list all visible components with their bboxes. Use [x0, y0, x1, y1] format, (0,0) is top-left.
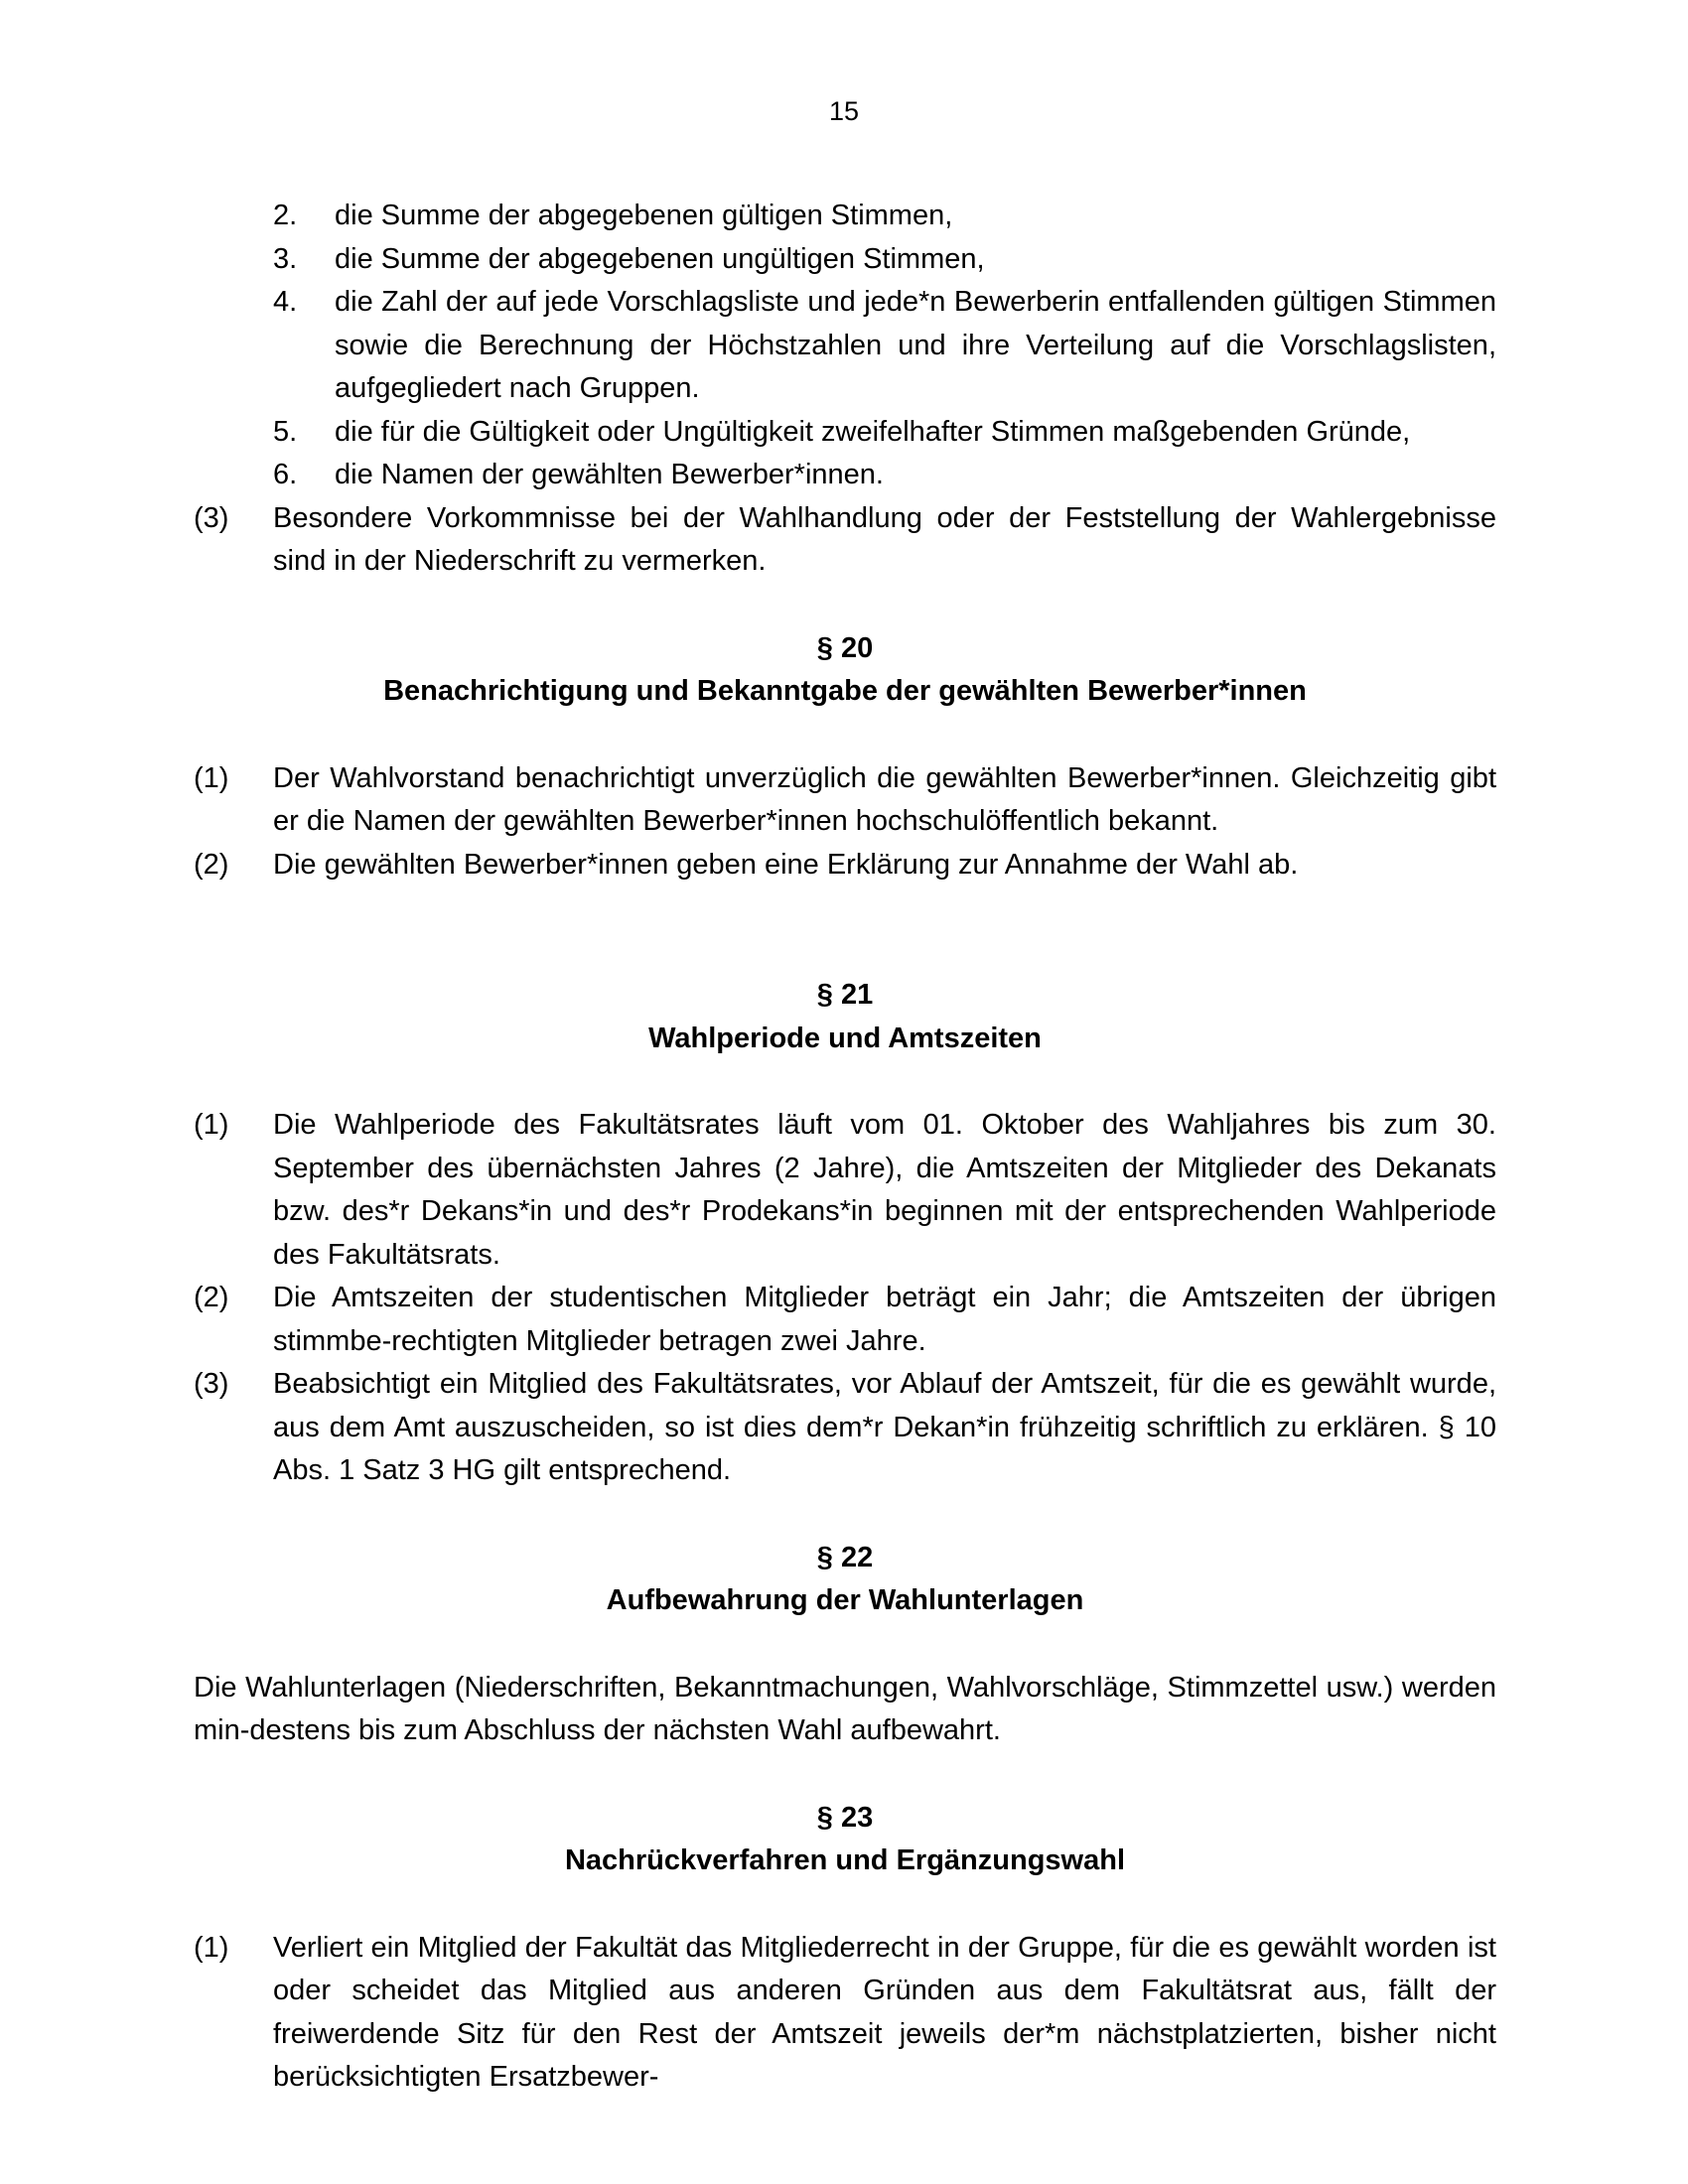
section-text: Die Wahlunterlagen (Niederschriften, Bekanntmachungen, Wahlvorschläge, Stimmzettel usw.) werden min-destens bis zum Abschluss der nächsten Wahl aufbewahrt. [194, 1671, 1496, 1746]
list-item [273, 411, 1496, 455]
list-item-number: 6. [273, 459, 298, 490]
spacer [194, 1753, 1496, 1797]
section-23 [194, 1797, 1496, 2100]
paragraph-number: (2) [194, 1282, 229, 1313]
paragraph-text: Die Amtszeiten der studentischen Mitglieder beträgt ein Jahr; die Amtszeiten der übrigen stimmbe-rechtigten Mitglieder betragen zwei Jahre. [273, 1282, 1496, 1357]
paragraph-text: Besondere Vorkommnisse bei der Wahlhandlung oder der Feststellung der Wahlergebnisse sind in der Niederschrift zu vermerken. [273, 501, 1496, 577]
paragraph-text: Die gewählten Bewerber*innen geben eine Erklärung zur Annahme der Wahl ab. [273, 848, 1299, 881]
paragraph-text: Beabsichtigt ein Mitglied des Fakultätsrates, vor Ablauf der Amtszeit, für die es gewählt wurde, aus dem Amt auszuscheiden, so ist dies dem*r Dekan*in frühzeitig schriftlich zu erklären. § 10 Abs. 1 Satz 3 HG gilt entsprechend. [273, 1368, 1496, 1486]
list-item-text: die Namen der gewählten Bewerber*innen. [335, 459, 884, 490]
paragraph-number: (1) [194, 1931, 229, 1964]
section-20 [194, 627, 1496, 887]
paragraph-number: (1) [194, 761, 229, 794]
paragraph-text: Verliert ein Mitglied der Fakultät das Mitgliederrecht in der Gruppe, für die es gewählt worden ist oder scheidet das Mitglied aus anderen Gründen aus dem Fakultätsrat aus, fällt der freiwerdende Sitz für den Rest der Amtszeit jeweils der*m nächstplatzierten, bisher nicht berücksichtigten Ersatzbewer- [273, 1931, 1496, 2093]
paragraph-text: Der Wahlvorstand benachrichtigt unverzüglich die gewählten Bewerber*innen. Gleichzeitig gibt er die Namen der gewählten Bewerber*innen hochschulöffentlich bekannt. [273, 761, 1496, 837]
paragraph-row [194, 1277, 1496, 1363]
paragraph-text: Die Wahlperiode des Fakultätsrates läuft vom 01. Oktober des Wahljahres bis zum 30. September des übernächsten Jahres (2 Jahre), die Amtszeiten der Mitglieder des Dekanats bzw. des*r Dekans*in und des*r Prodekans*in beginnen mit der entsprechenden Wahlperiode des Fakultätsrats. [273, 1109, 1496, 1271]
paragraph-number: (3) [194, 501, 229, 534]
section-title: Wahlperiode und Amtszeiten [648, 1022, 1042, 1054]
paragraph-row [194, 757, 1496, 844]
list-item-number: 4. [273, 286, 298, 318]
list-item-text: die Zahl der auf jede Vorschlagsliste und jede*n Bewerberin entfallenden gültigen Stimmen sowie die Berechnung der Höchstzahlen und ihre Verteilung auf die Vorschlagslisten, aufgegliedert nach Gruppen. [335, 286, 1496, 404]
spacer [194, 1493, 1496, 1537]
section-title: Nachrückverfahren und Ergänzungswahl [564, 1844, 1125, 1876]
list-item-number: 3. [273, 242, 298, 275]
paragraph-row [194, 1363, 1496, 1493]
spacer [194, 1883, 1496, 1927]
section-number: § 21 [816, 979, 874, 1011]
spacer [194, 714, 1496, 757]
paragraph-number: (2) [194, 848, 229, 881]
paragraph-row [194, 1927, 1496, 2100]
section-22 [194, 1537, 1496, 1753]
paragraph-number: (1) [194, 1109, 229, 1141]
section-title: Benachrichtigung und Bekanntgabe der gewählten Bewerber*innen [383, 675, 1307, 707]
section-number: § 20 [816, 631, 874, 664]
section-number: § 22 [816, 1541, 874, 1573]
spacer [194, 1623, 1496, 1667]
section-21 [194, 974, 1496, 1493]
paragraph-number: (3) [194, 1368, 229, 1400]
paragraph-row [194, 1104, 1496, 1277]
section-number: § 23 [816, 1801, 874, 1834]
list-item-text: die für die Gültigkeit oder Ungültigkeit zweifelhafter Stimmen maßgebenden Gründe, [335, 415, 1411, 448]
page-number: 15 [828, 96, 860, 126]
list-item [273, 454, 1496, 497]
spacer [194, 584, 1496, 627]
paragraph-19-3 [194, 497, 1496, 584]
paragraph-row [194, 844, 1496, 887]
list-item-text: die Summe der abgegebenen gültigen Stimmen, [335, 200, 953, 231]
list-item [273, 281, 1496, 411]
paragraph-row [194, 497, 1496, 584]
enumerated-list [194, 195, 1496, 497]
spacer [194, 1060, 1496, 1104]
list-item-number: 2. [273, 200, 298, 231]
spacer [194, 887, 1496, 974]
list-item [273, 195, 1496, 238]
list-item [273, 238, 1496, 282]
list-item-number: 5. [273, 415, 298, 448]
page-content [194, 195, 1496, 2100]
list-item-text: die Summe der abgegebenen ungültigen Stimmen, [335, 242, 985, 275]
section-title: Aufbewahrung der Wahlunterlagen [606, 1584, 1084, 1616]
